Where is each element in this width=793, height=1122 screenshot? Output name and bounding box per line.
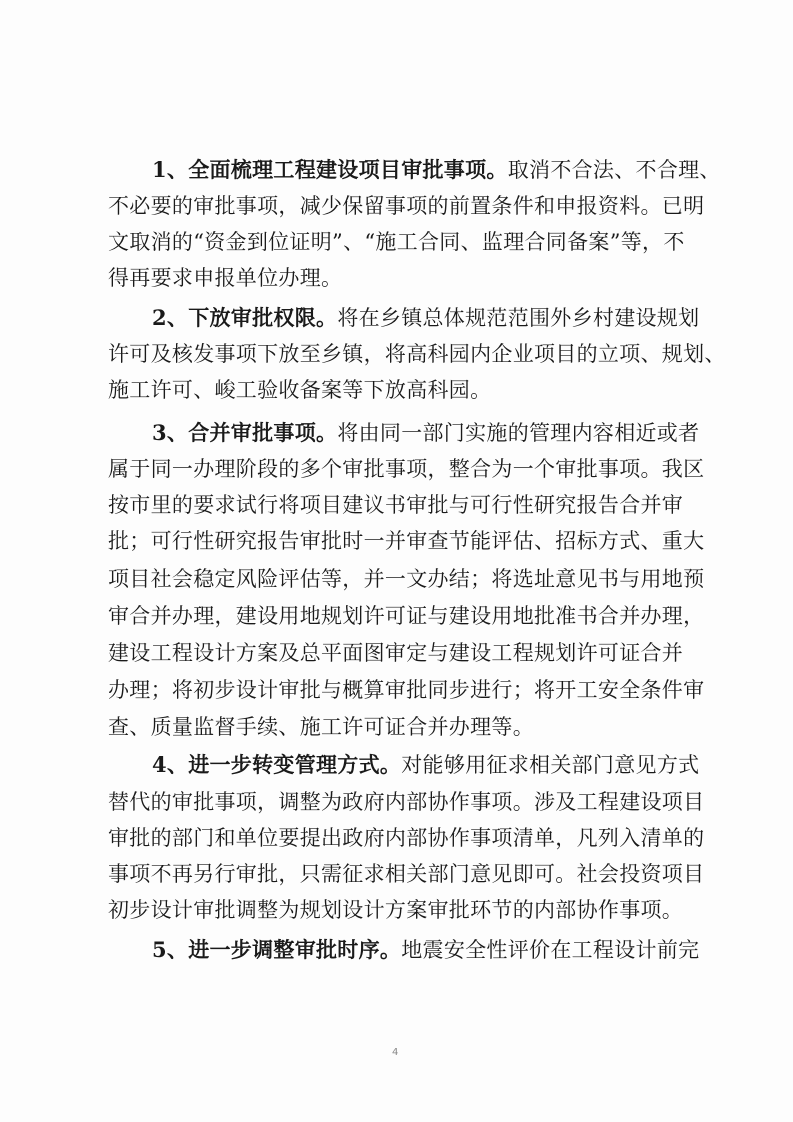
paragraph-4-line-2: 替代的审批事项，调整为政府内部协作事项。涉及工程建设项目 [108,790,705,814]
paragraph-3-line-3: 按市里的要求试行将项目建议书审批与可行性研究报告合并审 [108,493,684,517]
paragraph-2-text: 将在乡镇总体规范范围外乡村建设规划 [337,306,700,330]
paragraph-2-heading: 2、下放审批权限。 [152,305,338,330]
paragraph-4-line-5: 初步设计审批调整为规划设计方案审批环节的内部协作事项。 [108,898,684,922]
paragraph-4-line-4: 事项不再另行审批，只需征求相关部门意见即可。社会投资项目 [108,862,705,886]
paragraph-3-line-5: 项目社会稳定风险评估等，并一文办结；将选址意见书与用地预 [108,567,705,591]
paragraph-5-line-1 [152,935,699,965]
paragraph-5-heading: 5、进一步调整审批时序。 [152,937,402,962]
paragraph-1-text: 取消不合法、不合理、 [507,158,721,182]
paragraph-3-line-8: 办理；将初步设计审批与概算审批同步进行；将开工安全条件审 [108,678,705,702]
paragraph-1-heading: 1、全面梳理工程建设项目审批事项。 [152,157,508,182]
paragraph-4-line-1 [152,750,699,780]
paragraph-3-line-7: 建设工程设计方案及总平面图审定与建设工程规划许可证合并 [108,641,684,665]
paragraph-3-line-4: 批；可行性研究报告审批时一并审查节能评估、招标方式、重大 [108,529,705,553]
paragraph-1-line-4: 得再要求申报单位办理。 [108,266,343,290]
paragraph-3-text: 将由同一部门实施的管理内容相近或者 [337,421,700,445]
paragraph-5-text: 地震安全性评价在工程设计前完 [401,938,700,962]
paragraph-1-line-3: 文取消的“资金到位证明”、“施工合同、监理合同备案”等，不 [108,230,685,254]
paragraph-2-line-1 [152,303,699,333]
paragraph-4-line-3: 审批的部门和单位要提出政府内部协作事项清单，凡列入清单的 [108,826,705,850]
paragraph-1-line-2: 不必要的审批事项，减少保留事项的前置条件和申报资料。已明 [108,194,705,218]
paragraph-2-line-3: 施工许可、峻工验收备案等下放高科园。 [108,378,492,402]
paragraph-4-heading: 4、进一步转变管理方式。 [152,752,402,777]
paragraph-3-line-1 [152,418,699,448]
paragraph-3-line-6: 审合并办理，建设用地规划许可证与建设用地批准书合并办理， [108,604,705,628]
paragraph-4-text: 对能够用征求相关部门意见方式 [401,753,700,777]
paragraph-3-line-9: 查、质量监督手续、施工许可证合并办理等。 [108,715,534,739]
paragraph-3-line-2: 属于同一办理阶段的多个审批事项，整合为一个审批事项。我区 [108,457,705,481]
paragraph-3-heading: 3、合并审批事项。 [152,420,338,445]
paragraph-1-line-1 [152,155,721,185]
page-number: 4 [392,1047,399,1058]
paragraph-2-line-2: 许可及核发事项下放至乡镇，将高科园内企业项目的立项、规划、 [108,342,726,366]
